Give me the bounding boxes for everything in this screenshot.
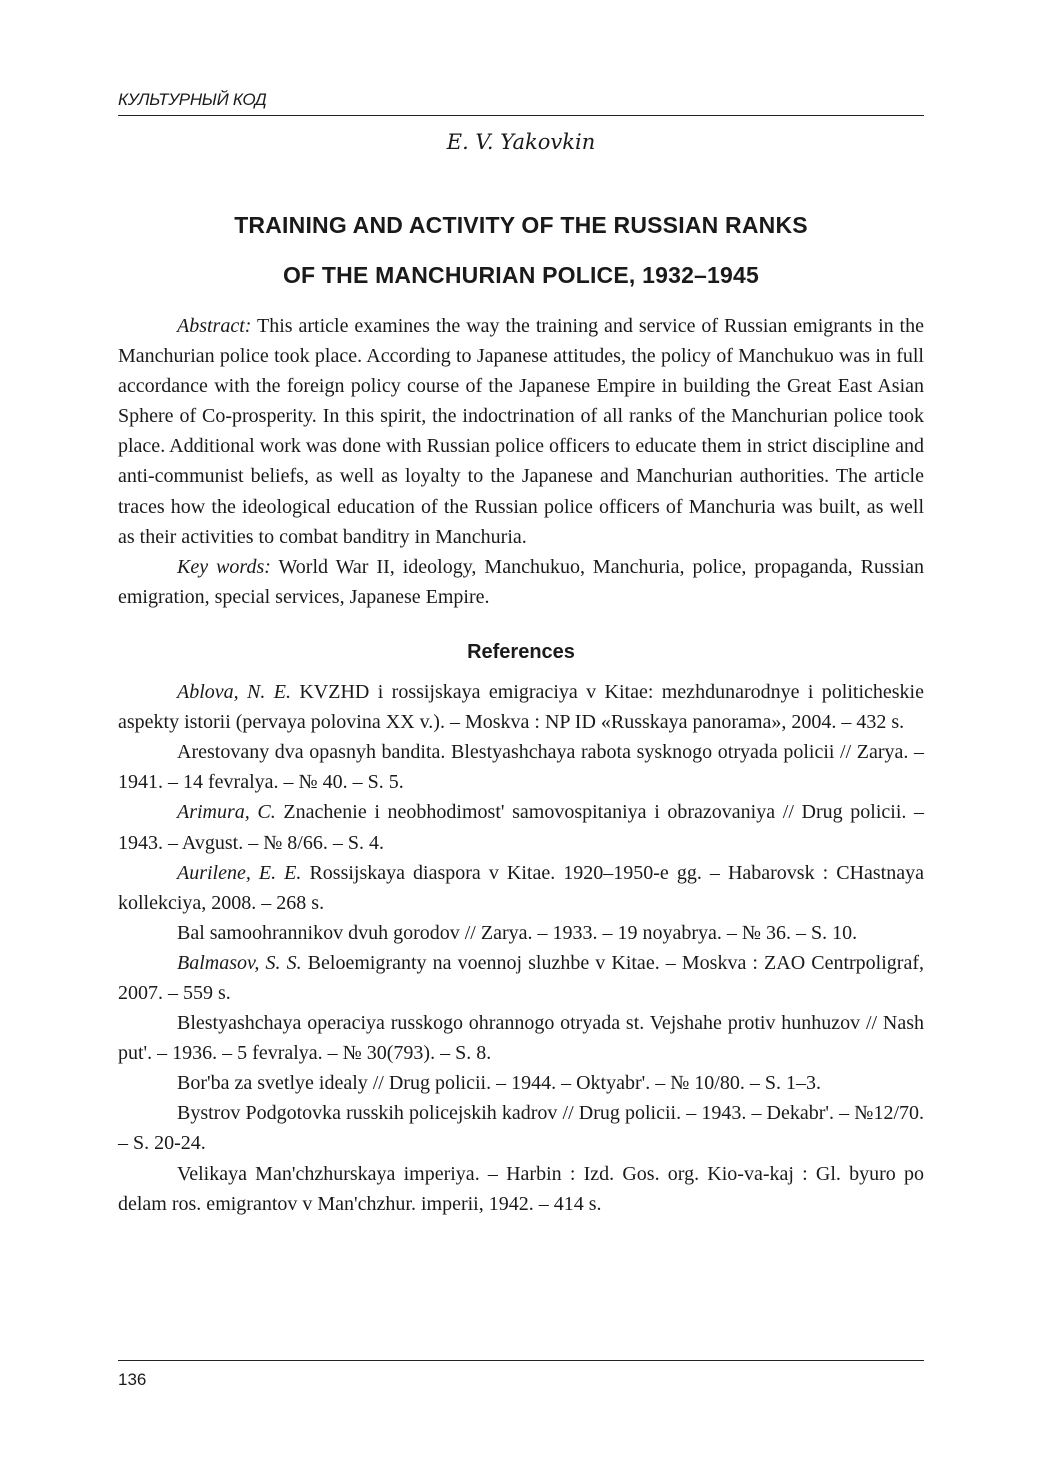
reference-item (118, 948, 924, 1008)
references-heading: References (467, 640, 575, 663)
keywords-text: World War II, ideology, Manchukuo, Manchuria, police, propaganda, Russian emigration, special services, Japanese Empire. (118, 555, 924, 608)
reference-item (118, 737, 924, 797)
reference-text: Bystrov Podgotovka russkih policejskih kadrov // Drug policii. – 1943. – Dekabr'. – №12/70. – S. 20-24. (118, 1102, 924, 1155)
title-line-1: TRAINING AND ACTIVITY OF THE RUSSIAN RANKS (234, 212, 808, 238)
article-author: E. V. Yakovkin (446, 130, 596, 154)
reference-text: Blestyashchaya operaciya russkogo ohrannogo otryada st. Vejshahe protiv hunhuzov // Nash put'. – 1936. – 5 fevralya. – № 30(793). – S. 8. (118, 1012, 924, 1065)
abstract-label: Abstract: (177, 315, 252, 337)
reference-author: Aurilene, E. E. (177, 861, 302, 884)
article-title (118, 200, 924, 300)
reference-text: Velikaya Man'chzhurskaya imperiya. – Harbin : Izd. Gos. org. Kio-va-kaj : Gl. byuro po delam ros. emigrantov v Man'chzhur. imperii, 1942. – 414 s. (118, 1162, 924, 1215)
keywords (118, 552, 924, 612)
page-number: 136 (118, 1370, 147, 1389)
reference-text: Znachenie i neobhodimost' samovospitaniya i obrazovaniya // Drug policii. – 1943. – Avgust. – № 8/66. – S. 4. (118, 801, 925, 854)
reference-text: Bal samoohrannikov dvuh gorodov // Zarya. – 1933. – 19 noyabrya. – № 36. – S. 10. (177, 921, 858, 944)
reference-item (118, 1008, 924, 1068)
reference-text: Rossijskaya diaspora v Kitae. 1920–1950-e gg. – Habarovsk : CHastnaya kollekciya, 2008. – 268 s. (118, 861, 924, 914)
running-head: КУЛЬТУРНЫЙ КОД (118, 90, 267, 109)
title-line-2: OF THE MANCHURIAN POLICE, 1932–1945 (282, 262, 760, 288)
reference-author: Ablova, N. E. (177, 681, 291, 704)
reference-author: Balmasov, S. S. (177, 951, 302, 974)
keywords-label: Key words: (177, 555, 271, 578)
header-rule (118, 115, 924, 116)
reference-text: Arestovany dva opasnyh bandita. Blestyashchaya rabota sysknogo otryada policii // Zarya. – 1941. – 14 fevralya. – № 40. – S. 5. (118, 741, 924, 794)
reference-text: Beloemigranty na voennoj sluzhbe v Kitae. – Moskva : ZAO Centrpoligraf, 2007. – 559 s. (118, 951, 924, 1004)
footer-rule (118, 1360, 924, 1361)
reference-item (118, 797, 924, 857)
reference-item (118, 677, 924, 737)
abstract (118, 311, 924, 552)
reference-text: Bor'ba za svetlye idealy // Drug policii. – 1944. – Oktyabr'. – № 10/80. – S. 1–3. (177, 1072, 821, 1095)
abstract-text: This article examines the way the training and service of Russian emigrants in the Manchurian police took place. According to Japanese attitudes, the policy of Manchukuo was in full accordance with the foreign policy course of the Japanese Empire in building the Great East Asian Sphere of Co-prosperity. In this spirit, the indoctrination of all ranks of the Manchurian police took place. Additional work was done with Russian police officers to educate them in strict discipline and anti-communist beliefs, as well as loyalty to the Japanese and Manchurian authorities. The article traces how the ideological education of the Russian police officers of Manchuria was built, as well as their activities to combat banditry in Manchuria. (118, 315, 924, 548)
reference-item (118, 1068, 924, 1098)
reference-item (118, 1159, 924, 1219)
page (118, 0, 924, 1478)
reference-item (118, 918, 924, 948)
reference-item (118, 1098, 924, 1158)
reference-author: Arimura, C. (177, 801, 276, 824)
reference-text: KVZHD i rossijskaya emigraciya v Kitae: mezhdunarodnye i politicheskie aspekty istorii (pervaya polovina XX v.). – Moskva : NP ID «Russkaya panorama», 2004. – 432 s. (118, 681, 924, 734)
article-body (118, 311, 924, 1219)
reference-item (118, 858, 924, 918)
